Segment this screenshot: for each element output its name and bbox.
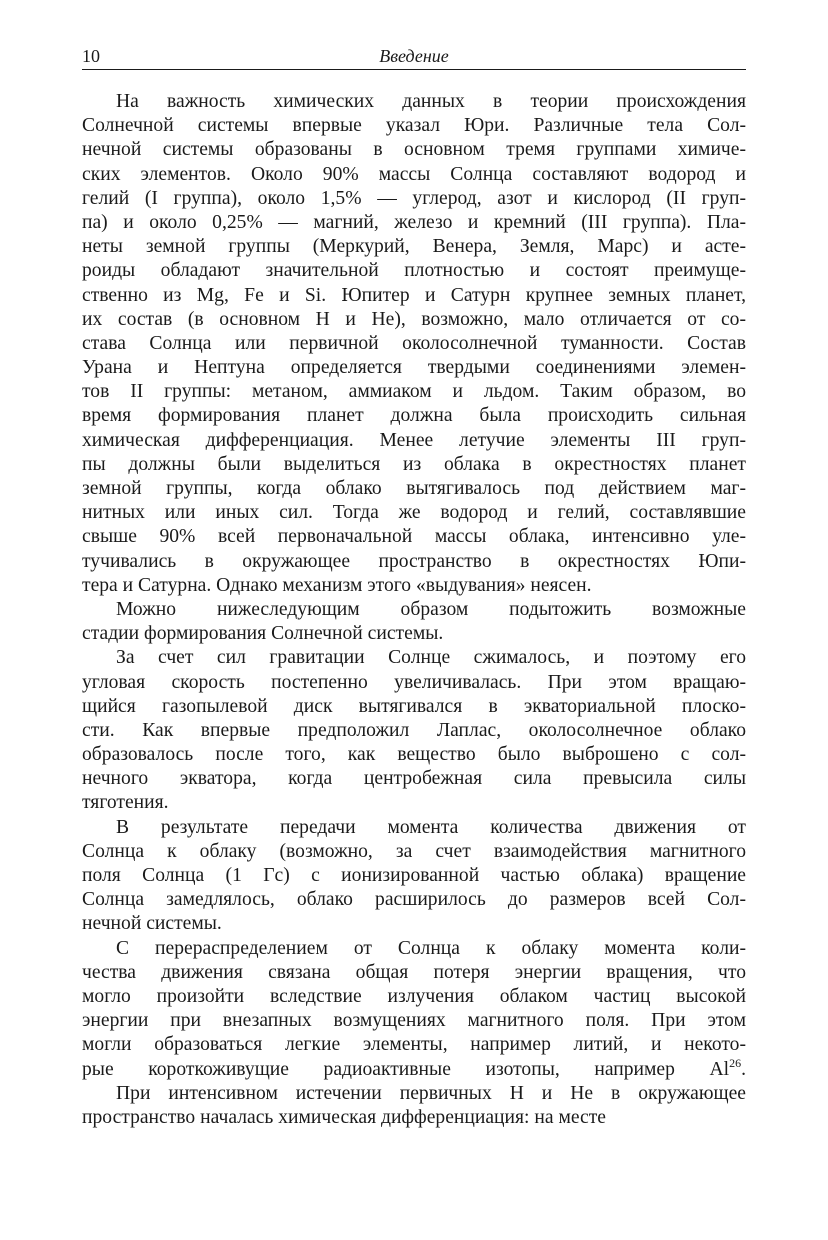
text-line: нитных или иных сил. Тогда же водород и гелий, составлявшие: [82, 502, 746, 524]
chapter-title: Введение: [379, 46, 449, 66]
paragraph: [82, 598, 746, 646]
book-page: [82, 0, 746, 1240]
text-line: химическая дифференциация. Менее летучие элементы III груп-: [82, 429, 746, 451]
text-line: их состав (в основном H и He), возможно, мало отличается от со-: [82, 308, 746, 330]
paragraph: [82, 937, 746, 1082]
text-line: могло произойти вследствие излучения облаком частиц высокой: [82, 985, 746, 1007]
text-line: ских элементов. Около 90% массы Солнца составляют водород и: [82, 163, 746, 185]
text-line: При интенсивном истечении первичных H и He в окружающее: [116, 1082, 746, 1104]
text-line: Солнечной системы впервые указал Юри. Различные тела Сол-: [82, 115, 746, 137]
text-line: энергии при внезапных возмущениях магнитного поля. При этом: [82, 1010, 746, 1032]
text-line: ственно из Mg, Fe и Si. Юпитер и Сатурн крупнее земных планет,: [82, 284, 746, 306]
text-line: става Солнца или первичной околосолнечной туманности. Состав: [82, 332, 746, 354]
text-line: Солнца к облаку (возможно, за счет взаимодействия магнитного: [82, 840, 746, 862]
text-line: тов II группы: метаном, аммиаком и льдом. Таким образом, во: [82, 381, 746, 403]
text-line: Можно нижеследующим образом подытожить возможные: [116, 598, 746, 620]
paragraph: [82, 646, 746, 815]
text-line: тяготения.: [82, 792, 169, 814]
paragraph: [82, 90, 746, 598]
text-line: образовалось после того, как вещество было выброшено с сол-: [82, 744, 746, 766]
text-line: чества движения связана общая потеря энергии вращения, что: [82, 961, 746, 983]
text-line: нечной системы.: [82, 913, 222, 935]
text-line: гелий (I группа), около 1,5% — углерод, азот и кислород (II груп-: [82, 187, 746, 209]
text-line: время формирования планет должна была происходить сильная: [82, 405, 746, 427]
text-line: В результате передачи момента количества движения от: [116, 816, 746, 838]
text-line: тера и Сатурна. Однако механизм этого «выдувания» неясен.: [82, 574, 592, 596]
text-line: тучивались в окружающее пространство в окрестностях Юпи-: [82, 550, 746, 572]
text-line: неты земной группы (Меркурий, Венера, Земля, Марс) и асте-: [82, 236, 746, 258]
body-text: [82, 90, 746, 1130]
text-line: нечного экватора, когда центробежная сила превысила силы: [82, 768, 746, 790]
text-line-content: рые короткоживущие радиоактивные изотопы, например Al: [82, 1058, 730, 1080]
text-line: стадии формирования Солнечной системы.: [82, 623, 444, 645]
sentence-end: .: [741, 1058, 746, 1080]
text-line: щийся газопылевой диск вытягивался в экваториальной плоско-: [82, 695, 746, 717]
text-line: Солнца замедлялось, облако расширилось до размеров всей Сол-: [82, 889, 746, 911]
text-line: [82, 1055, 746, 1082]
running-header: [82, 45, 746, 70]
text-line: па) и около 0,25% — магний, железо и кремний (III группа). Пла-: [82, 211, 746, 233]
text-line: С перераспределением от Солнца к облаку момента коли-: [116, 937, 746, 959]
paragraph: [82, 1082, 746, 1130]
page-number: 10: [82, 46, 100, 66]
text-line: угловая скорость постепенно увеличивалась. При этом вращаю-: [82, 671, 746, 693]
text-line: За счет сил гравитации Солнце сжималось, и поэтому его: [116, 647, 746, 669]
text-line: пы должны были выделиться из облака в окрестностях планет: [82, 453, 746, 475]
text-line: Урана и Нептуна определяется твердыми соединениями элемен-: [82, 357, 746, 379]
text-line: свыше 90% всей первоначальной массы облака, интенсивно уле-: [82, 526, 746, 548]
isotope-superscript: 26: [729, 1055, 742, 1070]
text-line: сти. Как впервые предположил Лаплас, околосолнечное облако: [82, 719, 746, 741]
text-line: пространство началась химическая дифференциация: на месте: [82, 1106, 606, 1128]
text-line: На важность химических данных в теории происхождения: [116, 91, 746, 112]
paragraph: [82, 816, 746, 937]
text-line: земной группы, когда облако вытягивалось под действием маг-: [82, 478, 746, 499]
text-line: нечной системы образованы в основном тремя группами химиче-: [82, 139, 746, 161]
text-line: роиды обладают значительной плотностью и состоят преимуще-: [82, 260, 746, 282]
text-line: поля Солнца (1 Гс) с ионизированной частью облака) вращение: [82, 865, 746, 886]
text-line: могли образоваться легкие элементы, например литий, и некото-: [82, 1034, 746, 1056]
